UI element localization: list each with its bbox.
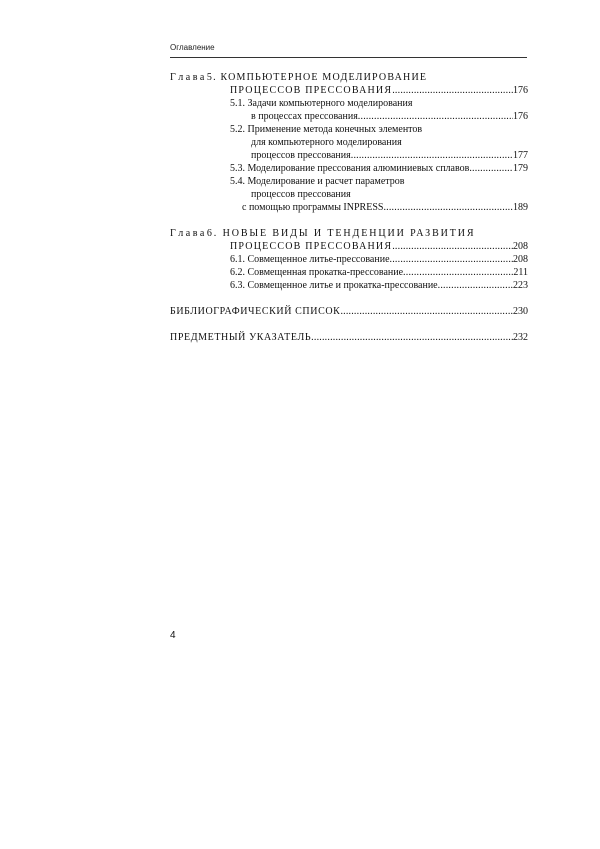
page-ref: 232 [513, 332, 528, 343]
toc-section-5-2-line2 [170, 136, 528, 149]
leader-dots [392, 240, 513, 253]
toc-subject-index-entry[interactable] [170, 331, 528, 344]
chapter-title: 6. НОВЫЕ ВИДЫ И ТЕНДЕНЦИИ РАЗВИТИЯ [206, 228, 476, 239]
toc-section-6-3-entry[interactable] [170, 279, 528, 292]
leader-dots [340, 305, 513, 318]
page-ref: 176 [513, 85, 528, 96]
section-title: 5.2. Применение метода конечных элементов [230, 124, 423, 135]
page-ref: 208 [513, 241, 528, 252]
section-title-cont: процессов прессования [251, 189, 351, 200]
toc-chapter-6-title [170, 227, 528, 240]
section-title: 6.1. Совмещенное литье-прессование [230, 254, 390, 265]
leader-dots [383, 201, 513, 214]
leader-dots [469, 162, 513, 175]
chapter-prefix: Г л а в а [170, 228, 205, 239]
toc-bibliography-entry[interactable] [170, 305, 528, 318]
leader-dots [358, 110, 513, 123]
page-ref: 223 [513, 280, 528, 291]
subject-index-title: ПРЕДМЕТНЫЙ УКАЗАТЕЛЬ [170, 332, 312, 343]
leader-dots [390, 253, 513, 266]
section-title: 5.1. Задачи компьютерного моделирования [230, 98, 413, 109]
section-title: 6.2. Совмещенная прокатка-прессование [230, 267, 404, 278]
section-title-cont: для компьютерного моделирования [251, 137, 402, 148]
bibliography-title: БИБЛИОГРАФИЧЕСКИЙ СПИСОК [170, 306, 341, 317]
toc-section-5-2-title [170, 123, 528, 136]
leader-dots [438, 279, 513, 292]
leader-dots [403, 266, 513, 279]
toc-chapter-6-entry[interactable] [170, 240, 528, 253]
toc-section-5-4-line2 [170, 188, 528, 201]
page-ref: 179 [513, 163, 528, 174]
leader-dots [351, 149, 513, 162]
spacer [170, 318, 528, 331]
toc-section-5-3-entry[interactable] [170, 162, 528, 175]
section-title: 5.4. Моделирование и расчет параметров [230, 176, 405, 187]
section-title-cont: процессов прессования [251, 150, 351, 161]
toc-section-5-4-title [170, 175, 528, 188]
toc-chapter-5-title [170, 71, 528, 84]
toc-section-6-2-entry[interactable] [170, 266, 528, 279]
page-ref: 208 [513, 254, 528, 265]
spacer [170, 292, 528, 305]
leader-dots [311, 331, 513, 344]
section-title-cont: в процессах прессования [251, 111, 358, 122]
chapter-title-cont: ПРОЦЕССОВ ПРЕССОВАНИЯ [230, 85, 393, 96]
page-ref: 177 [513, 150, 528, 161]
toc-section-5-1-entry[interactable] [170, 110, 528, 123]
section-title: 6.3. Совмещенное литье и прокатка-прессование [230, 280, 438, 291]
toc-section-5-2-entry[interactable] [170, 149, 528, 162]
spacer [170, 214, 528, 227]
toc-section-6-1-entry[interactable] [170, 253, 528, 266]
chapter-title-cont: ПРОЦЕССОВ ПРЕССОВАНИЯ [230, 241, 393, 252]
toc-section-5-1-title [170, 97, 528, 110]
running-title: Оглавление [170, 43, 215, 52]
table-of-contents [170, 71, 528, 344]
chapter-title: 5. КОМПЬЮТЕРНОЕ МОДЕЛИРОВАНИЕ [206, 72, 428, 83]
section-title-cont: с помощью программы INPRESS [242, 202, 384, 213]
section-title: 5.3. Моделирование прессования алюминиевых сплавов [230, 163, 470, 174]
toc-chapter-5-entry[interactable] [170, 84, 528, 97]
toc-section-5-4-entry[interactable] [170, 201, 528, 214]
page-ref: 230 [513, 306, 528, 317]
chapter-prefix: Г л а в а [170, 72, 205, 83]
leader-dots [392, 84, 513, 97]
page-ref: 189 [513, 202, 528, 213]
page-ref: 176 [513, 111, 528, 122]
header-rule [170, 57, 527, 58]
page-ref: 211 [513, 267, 528, 278]
page-number: 4 [170, 630, 176, 641]
